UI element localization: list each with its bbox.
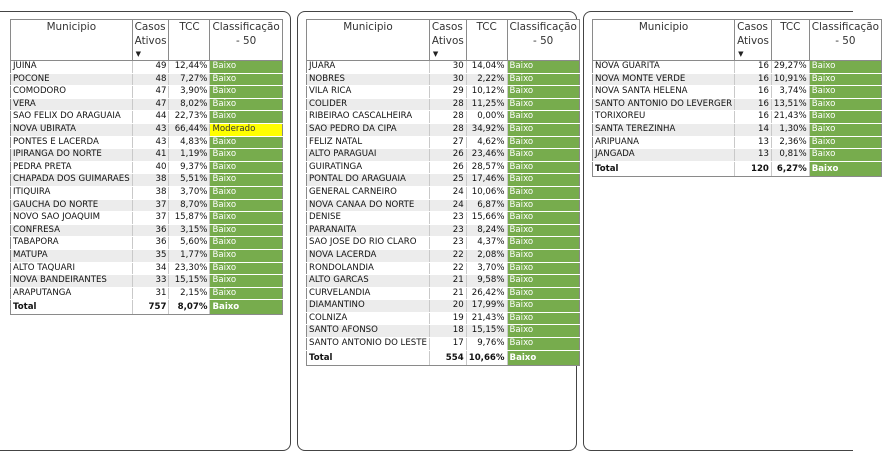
header-municipio[interactable]: Municipio	[593, 20, 735, 61]
municipio-cell: NOVA LACERDA	[307, 249, 430, 262]
classificacao-cell: Baixo	[809, 86, 881, 99]
classificacao-cell: Baixo	[809, 136, 881, 149]
municipio-cell: DENISE	[307, 212, 430, 225]
tcc-cell: 9,58%	[466, 275, 507, 288]
classificacao-cell: Baixo	[507, 287, 579, 300]
municipio-cell: SANTO AFONSO	[307, 325, 430, 338]
tcc-cell: 9,76%	[466, 338, 507, 351]
casos-ativos-cell: 37	[132, 199, 169, 212]
municipio-cell: RONDOLANDIA	[307, 262, 430, 275]
tcc-cell: 23,46%	[466, 149, 507, 162]
tcc-cell: 3,15%	[169, 224, 210, 237]
casos-ativos-cell: 21	[429, 275, 466, 288]
casos-ativos-cell: 18	[429, 325, 466, 338]
municipio-cell: PARANAITA	[307, 224, 430, 237]
table-row[interactable]	[11, 174, 283, 187]
total-casos: 554	[429, 350, 466, 365]
tcc-cell: 12,44%	[169, 61, 210, 74]
cases-table-3	[592, 19, 882, 177]
table-row[interactable]	[11, 123, 283, 136]
total-classificacao: Baixo	[809, 161, 881, 176]
municipio-cell: ALTO GARCAS	[307, 275, 430, 288]
casos-ativos-cell: 23	[429, 237, 466, 250]
classificacao-cell: Moderado	[210, 123, 282, 136]
municipio-cell: COLIDER	[307, 98, 430, 111]
municipio-cell: CONFRESA	[11, 224, 133, 237]
municipio-cell: VILA RICA	[307, 86, 430, 99]
header-casos-ativos[interactable]	[132, 20, 169, 61]
casos-ativos-cell: 49	[132, 61, 169, 74]
classificacao-cell: Baixo	[507, 224, 579, 237]
table-row[interactable]	[307, 98, 580, 111]
casos-ativos-cell: 22	[429, 249, 466, 262]
classificacao-cell: Baixo	[210, 224, 282, 237]
casos-ativos-cell: 24	[429, 186, 466, 199]
municipio-cell: ITIQUIRA	[11, 186, 133, 199]
casos-ativos-cell: 44	[132, 111, 169, 124]
table-row[interactable]	[307, 212, 580, 225]
table-row[interactable]	[11, 249, 283, 262]
table-panel-1	[0, 11, 291, 451]
municipio-cell: RIBEIRAO CASCALHEIRA	[307, 111, 430, 124]
tcc-cell: 2,08%	[466, 249, 507, 262]
table-row[interactable]	[11, 287, 283, 300]
tcc-cell: 28,57%	[466, 161, 507, 174]
municipio-cell: NOVO SAO JOAQUIM	[11, 212, 133, 225]
table-row[interactable]	[307, 249, 580, 262]
municipio-cell: MATUPA	[11, 249, 133, 262]
table-row[interactable]	[11, 98, 283, 111]
total-casos: 757	[132, 300, 169, 315]
tcc-cell: 3,90%	[169, 86, 210, 99]
tcc-cell: 5,51%	[169, 174, 210, 187]
municipio-cell: TABAPORA	[11, 237, 133, 250]
casos-ativos-cell: 31	[132, 287, 169, 300]
header-municipio[interactable]: Municipio	[11, 20, 133, 61]
tcc-cell: 23,30%	[169, 262, 210, 275]
classificacao-cell: Baixo	[809, 149, 881, 162]
tcc-cell: 6,87%	[466, 199, 507, 212]
municipio-cell: NOBRES	[307, 73, 430, 86]
classificacao-cell: Baixo	[809, 73, 881, 86]
classificacao-cell: Baixo	[507, 174, 579, 187]
table-row[interactable]	[11, 61, 283, 74]
municipio-cell: DIAMANTINO	[307, 300, 430, 313]
table-row[interactable]	[307, 174, 580, 187]
classificacao-cell: Baixo	[507, 312, 579, 325]
municipio-cell: SAO FELIX DO ARAGUAIA	[11, 111, 133, 124]
total-classificacao: Baixo	[507, 350, 579, 365]
casos-ativos-cell: 35	[132, 249, 169, 262]
classificacao-cell: Baixo	[507, 237, 579, 250]
tcc-cell: 15,15%	[466, 325, 507, 338]
municipio-cell: NOVA UBIRATA	[11, 123, 133, 136]
classificacao-cell: Baixo	[507, 300, 579, 313]
header-classificacao[interactable]: Classificação - 50	[809, 20, 881, 61]
header-municipio[interactable]: Municipio	[307, 20, 430, 61]
total-label: Total	[307, 350, 430, 365]
municipio-cell: GAUCHA DO NORTE	[11, 199, 133, 212]
table-row[interactable]	[11, 212, 283, 225]
classificacao-cell: Baixo	[210, 174, 282, 187]
tcc-cell: 1,77%	[169, 249, 210, 262]
tcc-cell: 9,37%	[169, 161, 210, 174]
header-tcc[interactable]: TCC	[771, 20, 809, 61]
casos-ativos-cell: 28	[429, 123, 466, 136]
table-row[interactable]	[11, 275, 283, 288]
tcc-cell: 13,51%	[771, 98, 809, 111]
casos-ativos-cell: 20	[429, 300, 466, 313]
municipio-cell: NOVA GUARITA	[593, 61, 735, 74]
tcc-cell: 4,62%	[466, 136, 507, 149]
tcc-cell: 10,06%	[466, 186, 507, 199]
classificacao-cell: Baixo	[507, 249, 579, 262]
municipio-cell: PONTAL DO ARAGUAIA	[307, 174, 430, 187]
table-row[interactable]	[307, 338, 580, 351]
tcc-cell: 1,30%	[771, 123, 809, 136]
casos-ativos-cell: 36	[132, 237, 169, 250]
casos-ativos-cell: 38	[132, 186, 169, 199]
municipio-cell: ARIPUANA	[593, 136, 735, 149]
casos-ativos-cell: 24	[429, 199, 466, 212]
tcc-cell: 3,70%	[169, 186, 210, 199]
header-casos-ativos[interactable]	[735, 20, 772, 61]
classificacao-cell: Baixo	[210, 262, 282, 275]
table-row[interactable]	[307, 275, 580, 288]
total-label: Total	[11, 300, 133, 315]
tcc-cell: 17,99%	[466, 300, 507, 313]
municipio-cell: GENERAL CARNEIRO	[307, 186, 430, 199]
classificacao-cell: Baixo	[210, 86, 282, 99]
municipio-cell: SANTO ANTONIO DO LESTE	[307, 338, 430, 351]
classificacao-cell: Baixo	[507, 86, 579, 99]
table-row[interactable]	[11, 224, 283, 237]
table-row[interactable]	[307, 300, 580, 313]
table-row[interactable]	[11, 199, 283, 212]
tcc-cell: 5,60%	[169, 237, 210, 250]
table-row[interactable]	[593, 73, 882, 86]
municipio-cell: SANTA TEREZINHA	[593, 123, 735, 136]
municipio-cell: NOVA BANDEIRANTES	[11, 275, 133, 288]
municipio-cell: IPIRANGA DO NORTE	[11, 149, 133, 162]
table-row[interactable]	[307, 199, 580, 212]
table-header-row	[11, 20, 283, 61]
casos-ativos-cell: 43	[132, 123, 169, 136]
table-row[interactable]	[307, 325, 580, 338]
table-row[interactable]	[593, 98, 882, 111]
municipio-cell: NOVA MONTE VERDE	[593, 73, 735, 86]
municipio-cell: ALTO TAQUARI	[11, 262, 133, 275]
cases-table-2	[306, 19, 580, 366]
header-casos-label: Casos Ativos	[431, 21, 464, 47]
table-row[interactable]	[307, 111, 580, 124]
tcc-cell: 21,43%	[771, 111, 809, 124]
total-row	[11, 300, 283, 315]
casos-ativos-cell: 33	[132, 275, 169, 288]
tcc-cell: 0,00%	[466, 111, 507, 124]
casos-ativos-cell: 27	[429, 136, 466, 149]
table-row[interactable]	[307, 161, 580, 174]
table-row[interactable]	[11, 237, 283, 250]
classificacao-cell: Baixo	[210, 287, 282, 300]
table-row[interactable]	[593, 149, 882, 162]
tcc-cell: 2,15%	[169, 287, 210, 300]
table-row[interactable]	[307, 262, 580, 275]
casos-ativos-cell: 34	[132, 262, 169, 275]
classificacao-cell: Baixo	[507, 212, 579, 225]
classificacao-cell: Baixo	[809, 111, 881, 124]
classificacao-cell: Baixo	[210, 136, 282, 149]
sort-descending-icon[interactable]: ▼	[432, 50, 439, 58]
classificacao-cell: Baixo	[210, 199, 282, 212]
municipio-cell: POCONE	[11, 73, 133, 86]
total-tcc: 8,07%	[169, 300, 210, 315]
header-tcc[interactable]: TCC	[466, 20, 507, 61]
header-casos-label: Casos Ativos	[134, 21, 167, 47]
table-row[interactable]	[307, 61, 580, 74]
tcc-cell: 14,04%	[466, 61, 507, 74]
classificacao-cell: Baixo	[210, 161, 282, 174]
casos-ativos-cell: 29	[429, 86, 466, 99]
table-row[interactable]	[307, 123, 580, 136]
classificacao-cell: Baixo	[507, 98, 579, 111]
tcc-cell: 15,66%	[466, 212, 507, 225]
table-row[interactable]	[307, 149, 580, 162]
municipio-cell: CURVELANDIA	[307, 287, 430, 300]
classificacao-cell: Baixo	[809, 61, 881, 74]
municipio-cell: PEDRA PRETA	[11, 161, 133, 174]
tcc-cell: 10,12%	[466, 86, 507, 99]
municipio-cell: JUARA	[307, 61, 430, 74]
casos-ativos-cell: 30	[429, 73, 466, 86]
classificacao-cell: Baixo	[809, 98, 881, 111]
table-header-row	[593, 20, 882, 61]
municipio-cell: COMODORO	[11, 86, 133, 99]
total-tcc: 10,66%	[466, 350, 507, 365]
classificacao-cell: Baixo	[507, 123, 579, 136]
municipio-cell: NOVA SANTA HELENA	[593, 86, 735, 99]
cases-table-1	[10, 19, 283, 315]
table-row[interactable]	[307, 73, 580, 86]
municipio-cell: CHAPADA DOS GUIMARAES	[11, 174, 133, 187]
table-row[interactable]	[307, 312, 580, 325]
tcc-cell: 0,81%	[771, 149, 809, 162]
total-classificacao: Baixo	[210, 300, 282, 315]
classificacao-cell: Baixo	[210, 61, 282, 74]
tcc-cell: 17,46%	[466, 174, 507, 187]
classificacao-cell: Baixo	[210, 186, 282, 199]
casos-ativos-cell: 41	[132, 149, 169, 162]
classificacao-cell: Baixo	[210, 149, 282, 162]
table-row[interactable]	[11, 136, 283, 149]
classificacao-cell: Baixo	[507, 262, 579, 275]
municipio-cell: NOVA CANAA DO NORTE	[307, 199, 430, 212]
casos-ativos-cell: 40	[132, 161, 169, 174]
classificacao-cell: Baixo	[507, 136, 579, 149]
classificacao-cell: Baixo	[507, 199, 579, 212]
table-row[interactable]	[307, 186, 580, 199]
table-row[interactable]	[593, 111, 882, 124]
municipio-cell: COLNIZA	[307, 312, 430, 325]
header-casos-ativos[interactable]	[429, 20, 466, 61]
classificacao-cell: Baixo	[210, 212, 282, 225]
classificacao-cell: Baixo	[507, 325, 579, 338]
tcc-cell: 21,43%	[466, 312, 507, 325]
tcc-cell: 34,92%	[466, 123, 507, 136]
tcc-cell: 11,25%	[466, 98, 507, 111]
municipio-cell: SANTO ANTONIO DO LEVERGER	[593, 98, 735, 111]
tcc-cell: 8,02%	[169, 98, 210, 111]
tcc-cell: 7,27%	[169, 73, 210, 86]
table-row[interactable]	[11, 161, 283, 174]
tcc-cell: 2,36%	[771, 136, 809, 149]
table-panel-3	[583, 11, 879, 451]
casos-ativos-cell: 48	[132, 73, 169, 86]
classificacao-cell: Baixo	[507, 338, 579, 351]
casos-ativos-cell: 28	[429, 98, 466, 111]
municipio-cell: VERA	[11, 98, 133, 111]
classificacao-cell: Baixo	[507, 73, 579, 86]
table-row[interactable]	[11, 73, 283, 86]
casos-ativos-cell: 16	[735, 73, 772, 86]
municipio-cell: JANGADA	[593, 149, 735, 162]
classificacao-cell: Baixo	[507, 149, 579, 162]
table-header-row	[307, 20, 580, 61]
casos-ativos-cell: 25	[429, 174, 466, 187]
tcc-cell: 1,19%	[169, 149, 210, 162]
tcc-cell: 10,91%	[771, 73, 809, 86]
header-tcc[interactable]: TCC	[169, 20, 210, 61]
tcc-cell: 2,22%	[466, 73, 507, 86]
casos-ativos-cell: 23	[429, 212, 466, 225]
tcc-cell: 26,42%	[466, 287, 507, 300]
casos-ativos-cell: 16	[735, 61, 772, 74]
municipio-cell: PONTES E LACERDA	[11, 136, 133, 149]
table-row[interactable]	[11, 86, 283, 99]
casos-ativos-cell: 23	[429, 224, 466, 237]
total-tcc: 6,27%	[771, 161, 809, 176]
casos-ativos-cell: 26	[429, 161, 466, 174]
classificacao-cell: Baixo	[210, 98, 282, 111]
table-row[interactable]	[307, 287, 580, 300]
casos-ativos-cell: 43	[132, 136, 169, 149]
casos-ativos-cell: 16	[735, 111, 772, 124]
table-row[interactable]	[11, 149, 283, 162]
header-classificacao[interactable]: Classificação - 50	[507, 20, 579, 61]
tcc-cell: 29,27%	[771, 61, 809, 74]
classificacao-cell: Baixo	[507, 111, 579, 124]
total-row	[307, 350, 580, 365]
casos-ativos-cell: 19	[429, 312, 466, 325]
municipio-cell: SAO JOSE DO RIO CLARO	[307, 237, 430, 250]
classificacao-cell: Baixo	[210, 275, 282, 288]
tcc-cell: 3,74%	[771, 86, 809, 99]
tcc-cell: 4,83%	[169, 136, 210, 149]
classificacao-cell: Baixo	[507, 186, 579, 199]
casos-ativos-cell: 30	[429, 61, 466, 74]
classificacao-cell: Baixo	[507, 275, 579, 288]
sort-descending-icon[interactable]: ▼	[738, 50, 744, 58]
table-row[interactable]	[307, 224, 580, 237]
table-row[interactable]	[11, 186, 283, 199]
municipio-cell: FELIZ NATAL	[307, 136, 430, 149]
municipio-cell: SAO PEDRO DA CIPA	[307, 123, 430, 136]
casos-ativos-cell: 36	[132, 224, 169, 237]
tcc-cell: 66,44%	[169, 123, 210, 136]
tcc-cell: 15,87%	[169, 212, 210, 225]
municipio-cell: GUIRATINGA	[307, 161, 430, 174]
classificacao-cell: Baixo	[210, 249, 282, 262]
table-row[interactable]	[11, 262, 283, 275]
casos-ativos-cell: 26	[429, 149, 466, 162]
casos-ativos-cell: 16	[735, 98, 772, 111]
municipio-cell: ARAPUTANGA	[11, 287, 133, 300]
table-row[interactable]	[307, 86, 580, 99]
header-casos-label: Casos Ativos	[737, 21, 769, 47]
classificacao-cell: Baixo	[210, 237, 282, 250]
table-row[interactable]	[593, 86, 882, 99]
casos-ativos-cell: 38	[132, 174, 169, 187]
classificacao-cell: Baixo	[809, 123, 881, 136]
casos-ativos-cell: 28	[429, 111, 466, 124]
casos-ativos-cell: 14	[735, 123, 772, 136]
casos-ativos-cell: 16	[735, 86, 772, 99]
table-row[interactable]	[307, 136, 580, 149]
casos-ativos-cell: 13	[735, 149, 772, 162]
table-row[interactable]	[11, 111, 283, 124]
total-row	[593, 161, 882, 176]
tcc-cell: 8,70%	[169, 199, 210, 212]
header-classificacao[interactable]: Classificação - 50	[210, 20, 282, 61]
casos-ativos-cell: 37	[132, 212, 169, 225]
tcc-cell: 4,37%	[466, 237, 507, 250]
municipio-cell: TORIXOREU	[593, 111, 735, 124]
tcc-cell: 22,73%	[169, 111, 210, 124]
classificacao-cell: Baixo	[210, 111, 282, 124]
classificacao-cell: Baixo	[210, 73, 282, 86]
tcc-cell: 3,70%	[466, 262, 507, 275]
casos-ativos-cell: 17	[429, 338, 466, 351]
table-panel-2	[297, 11, 577, 451]
table-row[interactable]	[593, 136, 882, 149]
total-casos: 120	[735, 161, 772, 176]
table-row[interactable]	[593, 123, 882, 136]
tcc-cell: 8,24%	[466, 224, 507, 237]
classificacao-cell: Baixo	[507, 161, 579, 174]
municipio-cell: JUINA	[11, 61, 133, 74]
casos-ativos-cell: 47	[132, 98, 169, 111]
table-row[interactable]	[307, 237, 580, 250]
table-row[interactable]	[593, 61, 882, 74]
casos-ativos-cell: 47	[132, 86, 169, 99]
municipio-cell: ALTO PARAGUAI	[307, 149, 430, 162]
casos-ativos-cell: 21	[429, 287, 466, 300]
casos-ativos-cell: 22	[429, 262, 466, 275]
total-label: Total	[593, 161, 735, 176]
classificacao-cell: Baixo	[507, 61, 579, 74]
tcc-cell: 15,15%	[169, 275, 210, 288]
sort-descending-icon[interactable]: ▼	[135, 50, 142, 58]
casos-ativos-cell: 13	[735, 136, 772, 149]
